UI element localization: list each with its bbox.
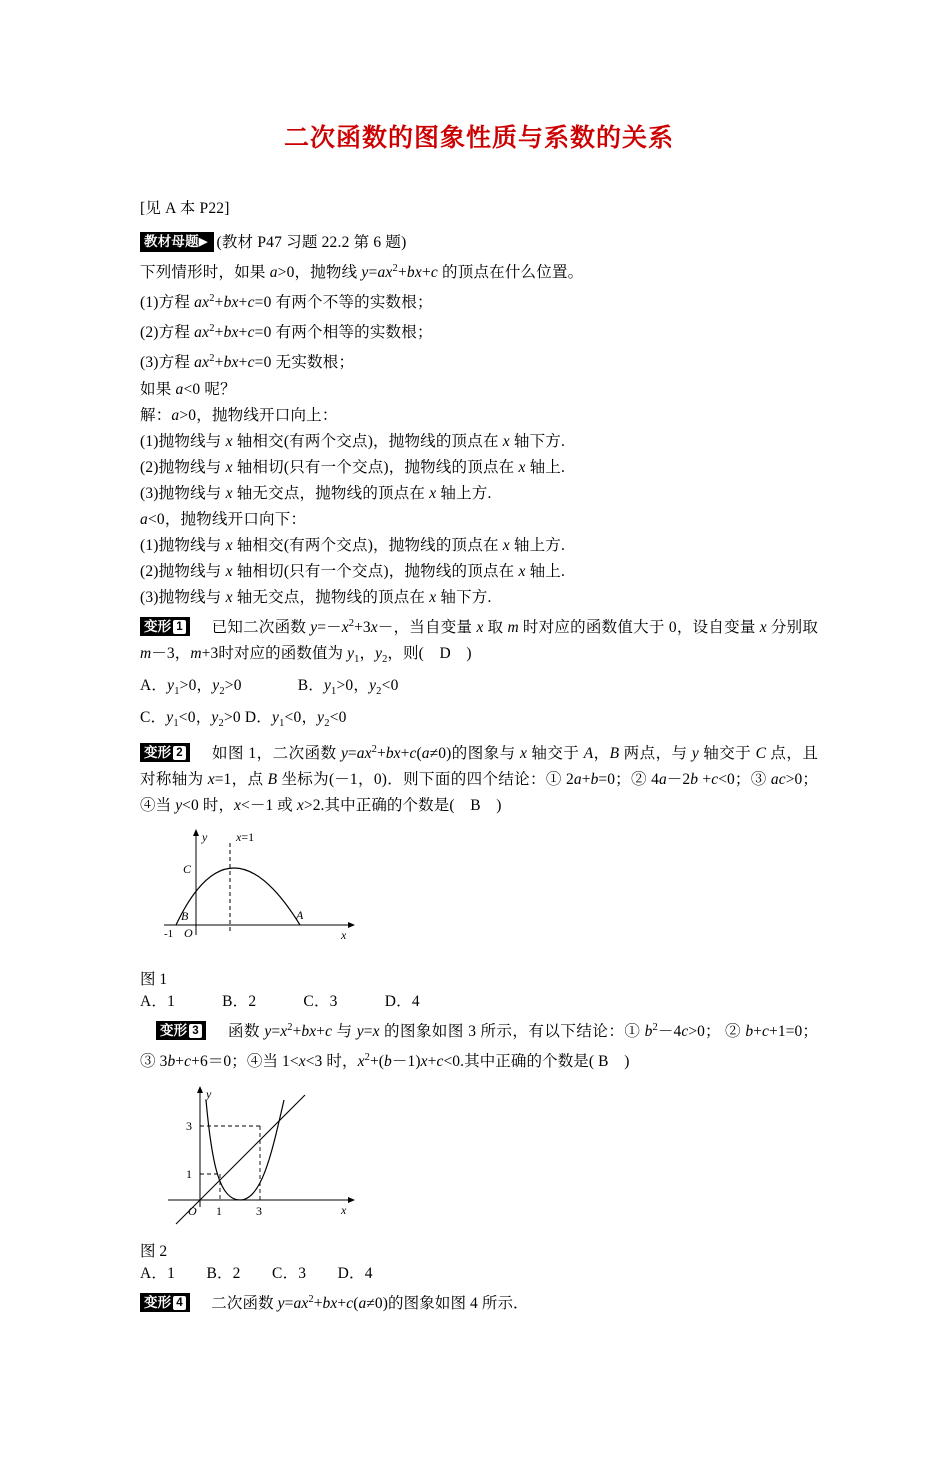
variant-4-text: 变形 4 二次函数 $y=ax^2+bx+c(a\ne 0)$的图象如图 4 所示． (140, 1287, 818, 1317)
figure-1-svg (150, 825, 430, 960)
svg-text:C: C (183, 862, 192, 877)
figure-1-caption: 图 1 (140, 971, 168, 989)
variant-3-block (140, 1015, 818, 1286)
svg-text:O: O (184, 926, 193, 941)
variant-4-tag: 变形 4 (140, 1293, 190, 1312)
svg-text:A: A (296, 908, 304, 923)
stem-intro: 下列情形时，如果 a>0，抛物线 $y=ax^2+bx+c$ 的顶点在什么位置。 (140, 263, 584, 282)
svg-text:x: x (341, 1202, 347, 1217)
variant-2-block (140, 737, 818, 1015)
variant-1-tag: 变形 1 (140, 617, 190, 636)
variant-2-options: A．1 B．2 C．3 D．4 (140, 993, 420, 1011)
solution-block (140, 403, 818, 611)
solution-a-pos-1: (1)抛物线与 x 轴相交(有两个交点)，抛物线的顶点在 x 轴下方. (140, 432, 566, 450)
variant-1-block (140, 611, 818, 737)
variant-3-tag: 变形 3 (156, 1021, 206, 1040)
stem-item-1: (1)方程 $ax^2+bx+c=0$ 有两个不等的实数根； (140, 293, 433, 312)
solution-head-2: a<0，抛物线开口向下： (140, 510, 307, 528)
svg-text:y: y (206, 1086, 212, 1101)
stem-question: 如果 a<0 呢？ (140, 380, 236, 398)
page-title: 二次函数的图象性质与系数的关系 (283, 125, 674, 152)
svg-text:x=1: x=1 (236, 830, 255, 845)
variant-1-options-row2: C．$y_1<0$，$y_2>0$ D．$y_1<0$，$y_2<0$ (140, 708, 347, 730)
svg-text:-1: -1 (164, 928, 174, 941)
figure-2 (150, 1082, 818, 1237)
svg-text:B: B (181, 909, 189, 924)
solution-a-pos-2: (2)抛物线与 x 轴相切(只有一个交点)，抛物线的顶点在 x 轴上. (140, 458, 566, 476)
variant-4-block (140, 1287, 818, 1317)
figure-2-svg (150, 1082, 430, 1232)
variant-1-answer: D (439, 644, 451, 662)
source-note: (教材 P47 习题 22.2 第 6 题) (216, 234, 407, 251)
svg-text:1: 1 (216, 1203, 222, 1218)
reference-note: [见 A 本 P22] (140, 200, 230, 217)
source-problem-header (140, 230, 818, 256)
variant-2-text: 变形 2 如图 1，二次函数 $y=ax^2+bx+c(a\ne 0)$的图象与 x 轴交于 A，B 两点，与 y 轴交于 C 点，且对称轴为 x=1，点 B 坐标为(－1，0)．则下面的四个结论：① 2a+b=0；② 4a－2b +c<0；③ ac>0；④当 y<0 时，x<－1 或 x>2.其中正确的个数是( B ) (140, 744, 818, 815)
stem-item-3: (3)方程 $ax^2+bx+c=0$ 无实数根； (140, 353, 355, 372)
solution-a-neg-1: (1)抛物线与 x 轴相交(有两个交点)，抛物线的顶点在 x 轴上方. (140, 536, 566, 554)
svg-text:3: 3 (186, 1118, 192, 1133)
document-page (0, 118, 950, 1462)
svg-text:O: O (188, 1203, 197, 1218)
stem-item-2: (2)方程 $ax^2+bx+c=0$ 有两个相等的实数根； (140, 323, 433, 342)
source-tag: 教材母题▶ (140, 232, 214, 252)
variant-2-answer: B (470, 797, 481, 815)
variant-1-options-row1: A．$y_1>0$，$y_2>0$ B．$y_1>0$，$y_2<0$ (140, 676, 399, 697)
solution-a-neg-3: (3)抛物线与 x 轴无交点，抛物线的顶点在 x 轴下方. (140, 588, 492, 606)
variant-1-text: 变形 1 已知二次函数 $y=-x^2+3x-$，当自变量 x 取 m 时对应的函数值大于 0，设自变量 x 分别取 m－3，m+3时对应的函数值为 $y_1$，$y_2$，则( D ) (140, 617, 818, 665)
solution-head: 解：a>0，抛物线开口向上： (140, 406, 338, 424)
solution-a-neg-2: (2)抛物线与 x 轴相切(只有一个交点)，抛物线的顶点在 x 轴上. (140, 562, 566, 580)
svg-text:1: 1 (186, 1166, 192, 1181)
svg-text:x: x (341, 928, 347, 943)
variant-3-answer: B (598, 1053, 609, 1071)
source-problem-block (140, 230, 818, 403)
solution-a-pos-3: (3)抛物线与 x 轴无交点，抛物线的顶点在 x 轴上方. (140, 484, 492, 502)
variant-3-options: A．1 B．2 C．3 D．4 (140, 1264, 373, 1282)
figure-1 (150, 825, 818, 965)
variant-3-text: 变形 3 函数 $y=x^2+bx+c$ 与 y=x 的图象如图 3 所示，有以下结论：① $b^2-4c>0$； ② b+c+1=0；③ 3b+c+6＝0；④当 1<x<3 时，$x^2+(b-1)x+c<0$.其中正确的个数是( B ) (140, 1022, 818, 1071)
variant-2-tag: 变形 2 (140, 743, 190, 762)
svg-text:y: y (202, 830, 208, 845)
svg-text:3: 3 (256, 1203, 262, 1218)
figure-2-caption: 图 2 (140, 1242, 168, 1260)
